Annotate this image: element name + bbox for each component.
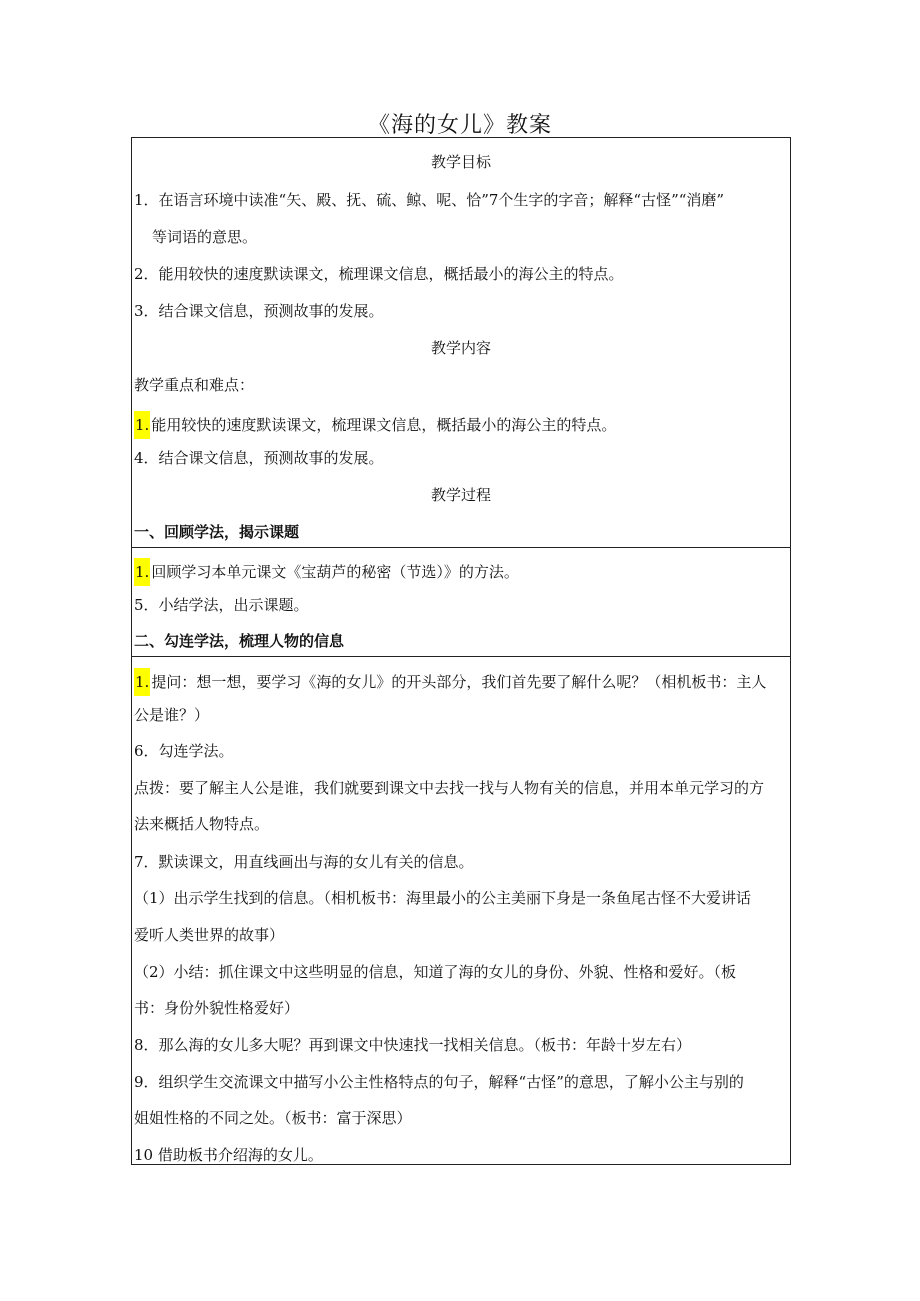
keypoint-item-1-text: 能用较快的速度默读课文，梳理课文信息，概括最小的海公主的特点。 (151, 416, 617, 434)
objective-item-3: 3．结合课文信息，预测故事的发展。 (134, 302, 384, 320)
part2-step-7: 7．默读课文，用直线画出与海的女儿有关的信息。 (134, 853, 474, 871)
highlight-marker: 1. (134, 558, 150, 586)
hint-paragraph-cont: 法来概括人物特点。 (134, 815, 270, 833)
part2-step-1 (134, 668, 788, 696)
keypoints-label: 教学重点和难点： (134, 376, 255, 394)
part1-step-1-text: 回顾学习本单元课文《宝葫芦的秘密（节选）》的方法。 (151, 563, 519, 581)
objectives-heading: 教学目标 (430, 153, 491, 171)
section-divider (132, 656, 790, 657)
process-heading: 教学过程 (430, 486, 491, 504)
sub-item-2: （2）小结：抓住课文中这些明显的信息，知道了海的女儿的身份、外貌、性格和爱好。（板 (134, 963, 737, 981)
part2-step-10: 10 借助板书介绍海的女儿。 (134, 1146, 323, 1164)
document-title: 《海的女儿》教案 (367, 113, 552, 138)
keypoint-item-1 (134, 411, 788, 439)
hint-paragraph: 点拨：要了解主人公是谁，我们就要到课文中去找一找与人物有关的信息，并用本单元学习的方 (134, 779, 765, 797)
objective-item-1: 1．在语言环境中读准“矢、殿、抚、硫、鲸、呢、恰”7个生字的字音；解释“古怪”“消磨” (134, 191, 725, 209)
highlight-marker: 1. (134, 668, 150, 696)
sub-item-1: （1）出示学生找到的信息。（相机板书：海里最小的公主美丽下身是一条鱼尾古怪不大爱讲话 (134, 889, 752, 907)
objective-item-1-cont: 等词语的意思。 (152, 228, 258, 246)
part2-step-1-text: 提问：想一想，要学习《海的女儿》的开头部分，我们首先要了解什么呢？（相机板书：主人 (151, 673, 767, 691)
objective-item-2: 2．能用较快的速度默读课文，梳理课文信息，概括最小的海公主的特点。 (134, 265, 624, 283)
part2-step-6: 6．勾连学法。 (134, 742, 234, 760)
part2-title: 二、勾连学法，梳理人物的信息 (134, 632, 345, 650)
content-heading: 教学内容 (430, 339, 491, 357)
part2-step-1-cont: 公是谁？） (134, 706, 210, 724)
sub-item-2-cont: 书：身份外貌性格爱好） (134, 999, 300, 1017)
sub-item-1-cont: 爱听人类世界的故事） (134, 926, 285, 944)
part2-step-9-cont: 姐姐性格的不同之处。（板书：富于深思） (134, 1109, 412, 1127)
section-divider (132, 547, 790, 548)
keypoint-item-2: 4．结合课文信息，预测故事的发展。 (134, 449, 384, 467)
part1-step-5: 5．小结学法，出示课题。 (134, 596, 309, 614)
part1-title: 一、回顾学法，揭示课题 (134, 523, 300, 541)
highlight-marker: 1. (134, 411, 150, 439)
part2-step-8: 8．那么海的女儿多大呢？再到课文中快速找一找相关信息。（板书：年龄十岁左右） (134, 1036, 692, 1054)
part2-step-9: 9．组织学生交流课文中描写小公主性格特点的句子，解释“古怪”的意思，了解小公主与别的 (134, 1073, 744, 1091)
part1-step-1 (134, 558, 788, 586)
